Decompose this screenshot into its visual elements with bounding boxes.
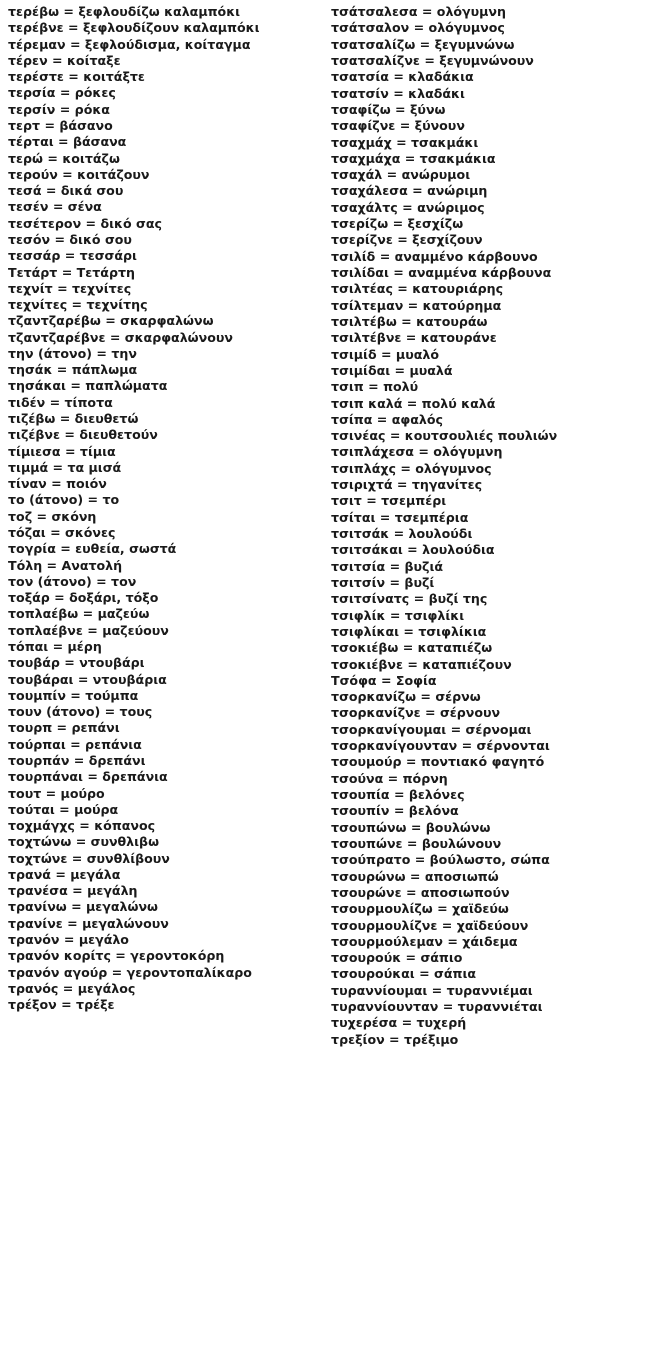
glossary-entry: τρανίνω = μεγαλώνω bbox=[8, 899, 158, 915]
glossary-entry: τσιτσίν = βυζί bbox=[331, 574, 435, 590]
glossary-entry: τοξάρ = δοξάρι, τόξο bbox=[8, 590, 159, 606]
glossary-entry: τσουπίν = βελόνα bbox=[331, 803, 459, 819]
glossary-entry: τρανόν = μεγάλο bbox=[8, 932, 129, 948]
glossary-entry: Τσόφα = Σοφία bbox=[331, 672, 437, 688]
glossary-entry: τουτ = μούρο bbox=[8, 785, 105, 801]
glossary-columns bbox=[6, 4, 650, 1366]
glossary-entry: τυραννίουμαι = τυραννιέμαι bbox=[331, 982, 533, 998]
glossary-entry: τερέβνε = ξεφλουδίζουν καλαμπόκι bbox=[8, 20, 260, 36]
glossary-entry: τουρπάναι = δρεπάνια bbox=[8, 769, 168, 785]
glossary-entry: τερσίν = ρόκα bbox=[8, 101, 110, 117]
glossary-entry: τζαντζαρέβνε = σκαρφαλώνουν bbox=[8, 329, 233, 345]
glossary-entry: τσιφλίκαι = τσιφλίκια bbox=[331, 623, 487, 639]
glossary-entry: τσαφίζω = ξύνω bbox=[331, 101, 446, 117]
glossary-entry: τουν (άτονο) = τους bbox=[8, 704, 153, 720]
glossary-entry: τσάτσαλεσα = ολόγυμνη bbox=[331, 4, 506, 19]
glossary-entry: τούται = μούρα bbox=[8, 801, 119, 817]
glossary-entry: τσούπρατο = βούλωστο, σώπα bbox=[331, 852, 550, 868]
glossary-entry: τέρεν = κοίταξε bbox=[8, 52, 121, 68]
glossary-entry: τσιλτέβνε = κατουράνε bbox=[331, 330, 497, 346]
glossary-entry: τρεξίον = τρέξιμο bbox=[331, 1031, 459, 1047]
glossary-entry: τίναν = ποιόν bbox=[8, 476, 107, 492]
glossary-entry: τσίται = τσεμπέρια bbox=[331, 509, 469, 525]
glossary-entry: τσαχάλ = ανώρυμοι bbox=[331, 167, 471, 183]
glossary-entry: τσιτ = τσεμπέρι bbox=[331, 493, 447, 509]
glossary-entry: τσουρμούλεμαν = χάιδεμα bbox=[331, 933, 518, 949]
glossary-entry: τσαχάλεσα = ανώριμη bbox=[331, 183, 488, 199]
glossary-entry: τιζέβω = διευθετώ bbox=[8, 411, 139, 427]
glossary-entry: τσιτσίνατς = βυζί της bbox=[331, 591, 488, 607]
glossary-entry: τσαχάλτς = ανώριμος bbox=[331, 199, 485, 215]
glossary-entry: τουβάρ = ντουβάρι bbox=[8, 655, 145, 671]
glossary-entry: τσουπώνε = βουλώνουν bbox=[331, 835, 502, 851]
glossary-entry: τσιπλάχς = ολόγυμνος bbox=[331, 460, 492, 476]
glossary-entry: τυχερέσα = τυχερή bbox=[331, 1015, 467, 1031]
glossary-entry: τησάκαι = παπλώματα bbox=[8, 378, 168, 394]
glossary-entry: τσατσία = κλαδάκια bbox=[331, 69, 474, 85]
glossary-entry: τζαντζαρέβω = σκαρφαλώνω bbox=[8, 313, 214, 329]
glossary-entry: τσατσίν = κλαδάκι bbox=[331, 85, 465, 101]
glossary-entry: τσίπα = αφαλός bbox=[331, 411, 443, 427]
glossary-entry: τσουρούκαι = σάπια bbox=[331, 966, 477, 982]
glossary-entry: τόπαι = μέρη bbox=[8, 638, 102, 654]
glossary-entry: τσορκανίζω = σέρνω bbox=[331, 689, 481, 705]
glossary-entry: τσιλίδ = αναμμένο κάρβουνο bbox=[331, 248, 538, 264]
glossary-entry: τσιλίδαι = αναμμένα κάρβουνα bbox=[331, 265, 552, 280]
glossary-entry: τρέξον = τρέξε bbox=[8, 997, 115, 1013]
glossary-entry: τσιτσία = βυζιά bbox=[331, 558, 444, 574]
glossary-entry: τερέβω = ξεφλουδίζω καλαμπόκι bbox=[8, 4, 241, 19]
glossary-entry: τσορκανίζνε = σέρνουν bbox=[331, 705, 501, 721]
glossary-entry: τσούνα = πόρνη bbox=[331, 770, 448, 786]
glossary-entry: το (άτονο) = το bbox=[8, 492, 120, 508]
glossary-entry: τεσέν = σένα bbox=[8, 199, 102, 215]
glossary-entry: τερέστε = κοιτάξτε bbox=[8, 69, 145, 85]
glossary-entry: τούρπαι = ρεπάνια bbox=[8, 736, 142, 752]
glossary-entry: τέρται = βάσανα bbox=[8, 134, 127, 150]
glossary-entry: τεχνίτες = τεχνίτης bbox=[8, 297, 148, 313]
glossary-column-left bbox=[6, 4, 321, 1013]
glossary-entry: τσιπ καλά = πολύ καλά bbox=[331, 395, 496, 411]
glossary-entry: τεσόν = δικό σου bbox=[8, 231, 132, 247]
glossary-entry: τογρία = ευθεία, σωστά bbox=[8, 541, 177, 557]
glossary-entry: τσοκιέβω = καταπιέζω bbox=[331, 640, 493, 656]
glossary-entry: τέρεμαν = ξεφλούδισμα, κοίταγμα bbox=[8, 36, 251, 52]
glossary-entry: τοπλαέβνε = μαζεύουν bbox=[8, 622, 169, 638]
glossary-entry: τσάτσαλον = ολόγυμνος bbox=[331, 20, 505, 36]
glossary-entry: τοπλαέβω = μαζεύω bbox=[8, 606, 150, 622]
glossary-entry: τσουρμουλίζνε = χαϊδεύουν bbox=[331, 917, 529, 933]
glossary-entry: τσερίζω = ξεσχίζω bbox=[331, 216, 464, 232]
glossary-entry: τσιφλίκ = τσιφλίκι bbox=[331, 607, 465, 623]
glossary-entry: τεσσάρ = τεσσάρι bbox=[8, 248, 137, 264]
glossary-entry: τεσέτερον = δικό σας bbox=[8, 215, 162, 231]
glossary-entry: τερτ = βάσανο bbox=[8, 117, 113, 133]
glossary-entry: τρανίνε = μεγαλώνουν bbox=[8, 915, 169, 931]
glossary-entry: τρανόν κορίτς = γεροντοκόρη bbox=[8, 948, 225, 964]
glossary-entry: τσορκανίγουμαι = σέρνομαι bbox=[331, 721, 532, 737]
glossary-entry: τόζαι = σκόνες bbox=[8, 525, 116, 540]
glossary-entry: τουμπίν = τούμπα bbox=[8, 687, 139, 703]
glossary-entry: τσιλτέας = κατουριάρης bbox=[331, 281, 504, 297]
glossary-entry: τεσά = δικά σου bbox=[8, 183, 124, 199]
glossary-entry: τσουρούκ = σάπιο bbox=[331, 950, 463, 966]
glossary-entry: τσουμούρ = ποντιακό φαγητό bbox=[331, 754, 545, 770]
glossary-entry: τοχτώνω = συνθλιβω bbox=[8, 834, 160, 850]
glossary-entry: τσιπλάχεσα = ολόγυμνη bbox=[331, 444, 503, 460]
glossary-entry: τσαχμάχ = τσακμάκι bbox=[331, 134, 479, 150]
glossary-entry: τιδέν = τίποτα bbox=[8, 394, 113, 410]
glossary-entry: τσερίζνε = ξεσχίζουν bbox=[331, 232, 483, 248]
glossary-entry: τουρπ = ρεπάνι bbox=[8, 720, 120, 736]
glossary-entry: τυραννίουνταν = τυραννιέται bbox=[331, 999, 543, 1015]
glossary-entry: τον (άτονο) = τον bbox=[8, 573, 137, 589]
glossary-entry: τσιπ = πολύ bbox=[331, 379, 419, 395]
glossary-entry: τσίλτεμαν = κατούρημα bbox=[331, 297, 502, 313]
glossary-entry: τρανόν αγούρ = γεροντοπαλίκαρο bbox=[8, 964, 252, 980]
glossary-entry: τσορκανίγουνταν = σέρνονται bbox=[331, 738, 550, 754]
glossary-entry: τσιλτέβω = κατουράω bbox=[331, 313, 488, 329]
glossary-entry: τοζ = σκόνη bbox=[8, 508, 97, 524]
glossary-entry: Τετάρτ = Τετάρτη bbox=[8, 264, 135, 280]
glossary-entry: τρανά = μεγάλα bbox=[8, 866, 121, 882]
glossary-entry: τσουπώνω = βουλώνω bbox=[331, 819, 491, 835]
glossary-entry: τσατσαλίζνε = ξεγυμνώνουν bbox=[331, 52, 534, 68]
glossary-entry: τσουρώνω = αποσιωπώ bbox=[331, 868, 499, 884]
glossary-entry: τουρπάν = δρεπάνι bbox=[8, 752, 146, 768]
glossary-entry: τσαχμάχα = τσακμάκια bbox=[331, 150, 496, 166]
glossary-entry: τσιριχτά = τηγανίτες bbox=[331, 477, 483, 493]
glossary-entry: τρανός = μεγάλος bbox=[8, 980, 136, 996]
glossary-column-right bbox=[321, 4, 650, 1048]
glossary-entry: τερσία = ρόκες bbox=[8, 85, 116, 101]
glossary-entry: τσαφίζνε = ξύνουν bbox=[331, 118, 465, 134]
glossary-entry: τερούν = κοιτάζουν bbox=[8, 166, 150, 182]
glossary-entry: την (άτονο) = την bbox=[8, 345, 137, 361]
glossary-entry: τσινέας = κουτσουλιές πουλιών bbox=[331, 428, 558, 444]
glossary-entry: τερώ = κοιτάζω bbox=[8, 150, 120, 166]
glossary-entry: τσουπία = βελόνες bbox=[331, 787, 465, 802]
glossary-entry: τησάκ = πάπλωμα bbox=[8, 362, 138, 378]
glossary-entry: τοχμάγχς = κόπανος bbox=[8, 818, 156, 834]
glossary-entry: τσατσαλίζω = ξεγυμνώνω bbox=[331, 36, 515, 52]
glossary-entry: τσιμίδ = μυαλό bbox=[331, 346, 439, 362]
glossary-entry: τσιμίδαι = μυαλά bbox=[331, 362, 453, 378]
glossary-entry: τρανέσα = μεγάλη bbox=[8, 883, 138, 899]
glossary-entry: τσουρώνε = αποσιωπούν bbox=[331, 884, 510, 900]
glossary-entry: τιμμά = τα μισά bbox=[8, 459, 122, 475]
glossary-entry: τσιτσάκαι = λουλούδια bbox=[331, 542, 495, 558]
glossary-entry: τεχνίτ = τεχνίτες bbox=[8, 280, 132, 296]
glossary-entry: τίμιεσα = τίμια bbox=[8, 443, 116, 459]
glossary-entry: τοχτώνε = συνθλίβουν bbox=[8, 850, 170, 866]
glossary-entry: Τόλη = Ανατολή bbox=[8, 557, 123, 573]
glossary-entry: τιζέβνε = διευθετούν bbox=[8, 427, 158, 443]
glossary-entry: τουβάραι = ντουβάρια bbox=[8, 671, 167, 687]
glossary-entry: τσουρμουλίζω = χαϊδεύω bbox=[331, 901, 509, 917]
glossary-entry: τσοκιέβνε = καταπιέζουν bbox=[331, 656, 512, 672]
glossary-entry: τσιτσάκ = λουλούδι bbox=[331, 526, 473, 541]
